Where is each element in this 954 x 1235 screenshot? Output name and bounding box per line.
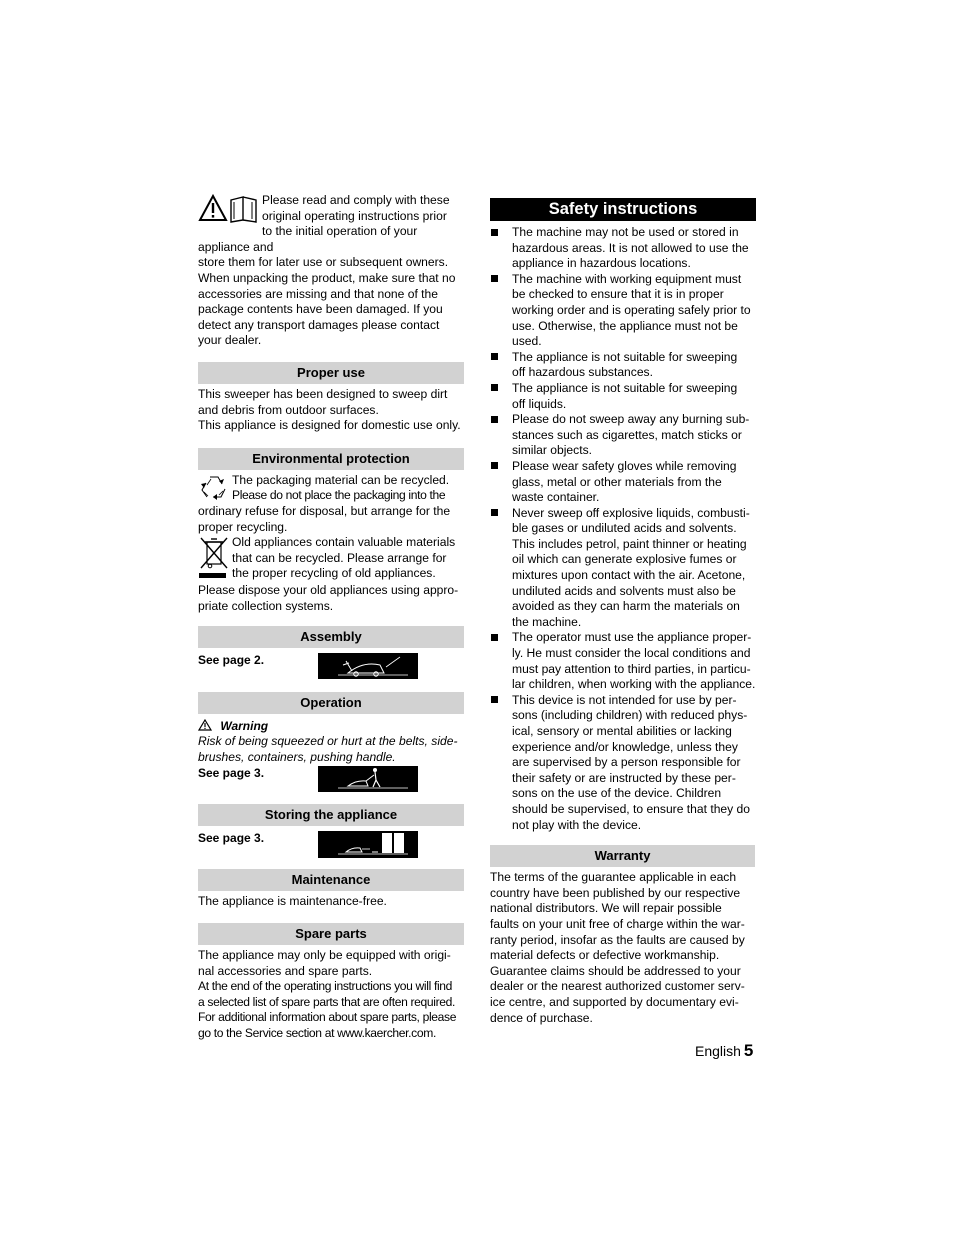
safety-heading: Safety instructions — [490, 198, 756, 221]
text-line: This sweeper has been designed to sweep dirt — [198, 386, 448, 401]
warranty-line: ranty period, insofar as the faults are caused by — [490, 932, 745, 947]
safety-item-line: The machine may not be used or stored in — [512, 225, 739, 239]
text-line: The appliance may only be equipped with origi- — [198, 948, 451, 963]
operation-see-page: See page 3. — [198, 766, 265, 781]
assembly-see-page: See page 2. — [198, 653, 265, 668]
safety-item-line: working order and is operating safely prior to — [512, 302, 751, 317]
text-line: At the end of the operating instructions you will find — [198, 979, 453, 994]
bullet-square-icon — [491, 634, 498, 641]
warranty-line: ice centre, and supported by documentary evi- — [490, 994, 739, 1009]
operation-block — [198, 719, 464, 796]
safety-item-line: be checked to ensure that it is in proper — [512, 287, 724, 302]
safety-item — [490, 630, 756, 692]
bullet-square-icon — [491, 416, 498, 423]
safety-item — [490, 412, 756, 459]
environmental-heading: Environmental protection — [198, 448, 464, 470]
text-line: Please do not place the packaging into the — [232, 488, 446, 503]
footer-language: English — [695, 1043, 741, 1059]
environmental-text — [198, 473, 464, 615]
safety-item-line: waste container. — [512, 490, 600, 505]
maintenance-heading: Maintenance — [198, 869, 464, 891]
safety-item-line: mixtures upon contact with the air. Acetone, — [512, 568, 746, 583]
safety-item — [490, 693, 756, 833]
bullet-square-icon — [491, 462, 498, 469]
safety-item-line: undiluted acids and solvents must also be — [512, 583, 736, 598]
warning-row — [198, 719, 464, 734]
safety-item-line: appliance in hazardous locations. — [512, 256, 691, 271]
safety-item-line: must pay attention to third parties, in particu- — [512, 661, 751, 676]
safety-item-line: used. — [512, 334, 542, 349]
warranty-line: material defects or defective workmanship. — [490, 948, 720, 963]
warranty-line: dence of purchase. — [490, 1010, 593, 1025]
left-column — [198, 193, 464, 1042]
safety-item — [490, 272, 756, 350]
intro-block — [198, 193, 464, 349]
bullet-square-icon — [491, 384, 498, 391]
bullet-square-icon — [491, 275, 498, 282]
safety-item-line: oil which can generate explosive fumes or — [512, 552, 737, 567]
safety-item — [490, 225, 756, 272]
safety-item — [490, 381, 756, 412]
proper-use-heading: Proper use — [198, 362, 464, 384]
text-line: Please dispose your old appliances using appro- — [198, 583, 459, 598]
warranty-text — [490, 870, 756, 1026]
safety-item-line: sons (including children) with reduced phys- — [512, 708, 748, 723]
operation-illustration — [318, 766, 418, 792]
safety-item-line: The appliance is not suitable for sweeping — [512, 349, 738, 364]
text-line: For additional information about spare parts, please — [198, 1010, 457, 1025]
assembly-illustration — [318, 653, 418, 679]
text-line: proper recycling. — [198, 519, 288, 534]
text-line: and debris from outdoor surfaces. — [198, 402, 379, 417]
warning-icon — [198, 719, 212, 731]
proper-use-text — [198, 387, 464, 434]
text-line: ordinary refuse for disposal, but arrange for the — [198, 503, 451, 518]
page-number: 5 — [743, 1041, 754, 1060]
intro-line: your dealer. — [198, 333, 262, 348]
text-line: that can be recycled. Please arrange for — [232, 550, 447, 565]
safety-list — [490, 225, 756, 833]
safety-item-line: the machine. — [512, 614, 582, 629]
safety-item-line: The operator must use the appliance proper- — [512, 630, 752, 645]
warranty-line: Guarantee claims should be addressed to your — [490, 963, 741, 978]
storing-heading: Storing the appliance — [198, 804, 464, 826]
text-line: the proper recycling of old appliances. — [232, 566, 436, 581]
warranty-line: country have been published by our respective — [490, 885, 741, 900]
safety-item-line: use. Otherwise, the appliance must not be — [512, 318, 738, 333]
safety-item-line: experience and/or knowledge, unless they — [512, 739, 738, 754]
safety-item — [490, 350, 756, 381]
text-line: priate collection systems. — [198, 598, 334, 613]
operation-see-row — [198, 766, 464, 796]
warning-and-manual-icon — [198, 193, 260, 223]
intro-line: original operating instructions prior — [262, 208, 447, 223]
text-line: a selected list of spare parts that are often required. — [198, 994, 456, 1009]
page-footer — [695, 1041, 753, 1061]
safety-item-line: hazardous areas. It is not allowed to use the — [512, 240, 749, 255]
intro-line: accessories are missing and that none of the — [198, 286, 438, 301]
safety-item-line: lar children, when working with the appliance. — [512, 677, 756, 692]
warning-text: Risk of being squeezed or hurt at the belts, side- — [198, 734, 458, 749]
intro-icons — [198, 193, 262, 225]
intro-line: When unpacking the product, make sure that no — [198, 270, 456, 285]
safety-item-line: Please wear safety gloves while removing — [512, 458, 737, 473]
safety-item-line: off liquids. — [512, 396, 567, 411]
intro-line: to the initial operation of your appliance and — [198, 224, 418, 254]
safety-item-line: similar objects. — [512, 443, 592, 458]
right-column — [490, 193, 756, 1026]
assembly-heading: Assembly — [198, 626, 464, 648]
text-line: go to the Service section at www.kaercher.com. — [198, 1026, 436, 1041]
safety-item — [490, 506, 756, 631]
warranty-heading: Warranty — [490, 845, 755, 867]
safety-item-line: ble gases or undiluted acids and solvents. — [512, 521, 737, 536]
safety-item-line: glass, metal or other materials from the — [512, 474, 722, 489]
safety-item-line: should be supervised, to ensure that they do — [512, 801, 751, 816]
intro-line: package contents have been damaged. If you — [198, 302, 443, 317]
text-line: This appliance is designed for domestic use only. — [198, 418, 461, 433]
text-line: nal accessories and spare parts. — [198, 963, 373, 978]
safety-item-line: avoided as they can harm the materials on — [512, 599, 740, 614]
safety-item-line: ly. He must consider the local conditions and — [512, 646, 751, 661]
maintenance-text: The appliance is maintenance-free. — [198, 894, 387, 909]
safety-item-line: stances such as cigarettes, match sticks or — [512, 427, 742, 442]
safety-item-line: are supervised by a person responsible for — [512, 755, 741, 770]
bullet-square-icon — [491, 229, 498, 236]
bullet-square-icon — [491, 509, 498, 516]
warranty-line: national distributors. We will repair possible — [490, 901, 722, 916]
text-line: Old appliances contain valuable materials — [232, 535, 456, 550]
recycle-icon — [198, 473, 232, 503]
safety-item-line: The appliance is not suitable for sweeping — [512, 380, 738, 395]
safety-item-line: their safety or are instructed by these per- — [512, 770, 736, 785]
safety-item-line: ical, sensory or mental abilities or lacking — [512, 724, 732, 738]
intro-line: detect any transport damages please contact — [198, 317, 440, 332]
safety-item-line: The machine with working equipment must — [512, 271, 742, 286]
safety-item-line: off hazardous substances. — [512, 365, 653, 380]
storing-illustration — [318, 831, 418, 858]
warranty-line: faults on your unit free of charge within the war- — [490, 916, 745, 931]
safety-item-line: Never sweep off explosive liquids, combusti- — [512, 505, 750, 520]
bullet-square-icon — [491, 353, 498, 360]
safety-item-line: not play with the device. — [512, 817, 642, 832]
storing-see-row — [198, 831, 464, 861]
safety-item-line: Please do not sweep away any burning sub- — [512, 412, 750, 427]
crossed-bin-icon — [198, 535, 232, 583]
intro-line: store them for later use or subsequent owners. — [198, 255, 449, 270]
warranty-line: dealer or the nearest authorized customer serv- — [490, 979, 745, 994]
spare-parts-heading: Spare parts — [198, 923, 464, 945]
safety-item-line: sons on the use of the device. Children — [512, 786, 722, 801]
safety-item-line: This includes petrol, paint thinner or heating — [512, 536, 747, 551]
warranty-line: The terms of the guarantee applicable in each — [490, 870, 737, 885]
assembly-see-row — [198, 653, 464, 683]
text-line: The packaging material can be recycled. — [232, 472, 450, 487]
warning-label: Warning — [220, 719, 269, 734]
storing-see-page: See page 3. — [198, 831, 265, 846]
bullet-square-icon — [491, 696, 498, 703]
operation-heading: Operation — [198, 692, 464, 714]
spare-parts-text — [198, 948, 464, 1042]
safety-item-line: This device is not intended for use by per- — [512, 692, 737, 707]
safety-item — [490, 459, 756, 506]
intro-line: Please read and comply with these — [262, 193, 450, 207]
warning-text: brushes, containers, pushing handle. — [198, 749, 396, 764]
